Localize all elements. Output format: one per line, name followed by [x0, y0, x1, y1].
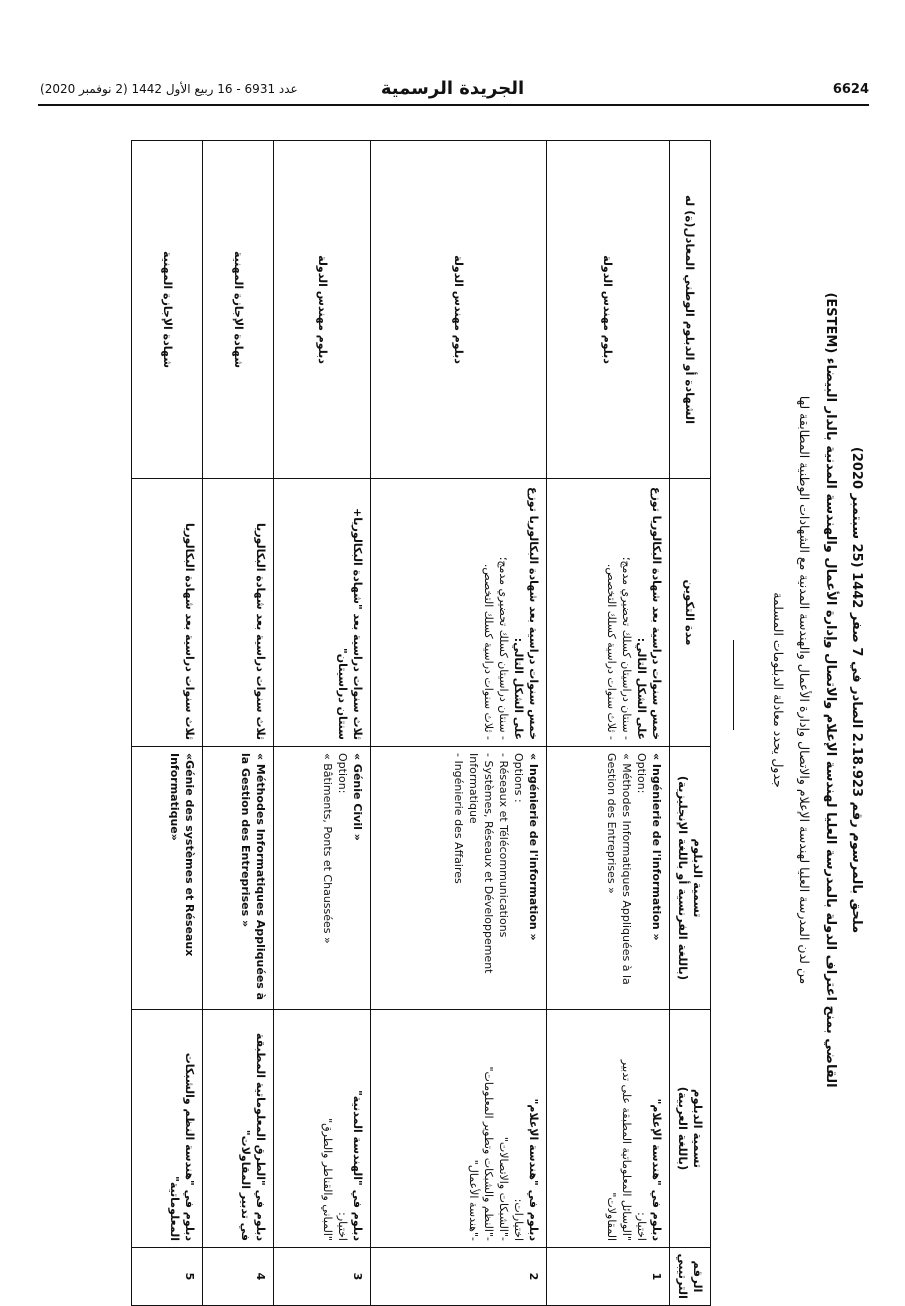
diploma-name-ar	[546, 1010, 669, 1248]
intro-line-4: جدول يحدد معادلة الدبلومات المسلمة	[771, 592, 786, 788]
training-duration-line: - سنتان دراسيتان كسلك تحضيري مدمج؛	[496, 556, 510, 740]
diploma-name-fr	[203, 747, 274, 1010]
diploma-name-fr-line: - Systèmes, Réseaux et Développement Informatique	[466, 753, 495, 974]
header-ar-sub: (باللغة العربية)	[676, 1086, 690, 1171]
equivalent-diploma: شهادة الإجازة المهنية	[203, 141, 274, 479]
row-number: 1	[546, 1248, 669, 1306]
training-duration	[203, 479, 274, 747]
diploma-name-fr	[371, 747, 546, 1010]
diploma-name-fr-line: « Bâtiments, Ponts et Chaussées »	[321, 753, 335, 944]
equivalence-table	[131, 140, 711, 1306]
diploma-name-ar-line: اختيارات:	[511, 1198, 525, 1241]
training-duration-line: خمس سنوات دراسية بعد شهادة البكالوريا توزع على الشكل التالي:	[635, 486, 663, 740]
table-row	[546, 141, 669, 1306]
intro-block	[764, 150, 870, 1230]
diploma-name-ar	[274, 1010, 371, 1248]
diploma-name-fr-line: « Génie Civil »	[351, 753, 365, 841]
diploma-name-fr-line: Option:	[635, 753, 648, 794]
training-duration-line: - ثلاث سنوات دراسية كسلك التخصص.	[605, 563, 618, 740]
diploma-name-fr-line: - Réseaux et Télécommunications	[496, 753, 510, 938]
table-row	[203, 141, 274, 1306]
header-fr-title: تسمية الدبلوم	[691, 838, 705, 918]
header-ar	[670, 1010, 711, 1248]
training-duration-line: - ثلاث سنوات دراسية كسلك التخصص.	[481, 563, 495, 740]
header-equivalent: الشهادة أو الدبلوم الوطني المعادل(ة) له	[670, 141, 711, 479]
diploma-name-fr-line: «Génie des systèmes et Réseaux Informatique»	[168, 753, 197, 957]
training-duration-line: خمس سنوات دراسية بعد شهادة البكالوريا توزع على الشكل التالي:	[511, 486, 540, 740]
diploma-name-ar	[203, 1010, 274, 1248]
header-ar-title: تسمية الدبلوم	[691, 1089, 705, 1168]
intro-line-1: ملحق بالمرسوم رقم 2.18.923 الصادر في 7 صفر 1442 (25 سبتمبر 2020)	[849, 446, 864, 934]
training-duration	[274, 479, 371, 747]
diploma-name-fr	[274, 747, 371, 1010]
training-duration-line: ثلاث سنوات دراسية بعد شهادة البكالوريا	[183, 522, 197, 740]
row-number: 2	[371, 1248, 546, 1306]
header-fr-sub: (باللغة الفرنسية أو باللغة الإنجليزية)	[676, 775, 690, 981]
equivalent-diploma: دبلوم مهندس الدولة	[546, 141, 669, 479]
diploma-name-fr-line: « Méthodes Informatiques Appliquées à la Gestion des Entreprises »	[239, 753, 268, 1001]
header-rule	[38, 104, 869, 106]
diploma-name-fr-line: « Ingénierie de l'information »	[650, 753, 663, 941]
diploma-name-ar-line: دبلوم في "هندسة الإعلام"	[526, 1098, 540, 1241]
intro-line-3: من لدن المدرسة العليا لهندسة الإعلام والاتصال وإدارة الأعمال والهندسة المدنية مع الشهادات الوطنية المطابقة لها	[797, 395, 812, 985]
rotated-content-frame	[96, 130, 876, 1299]
training-duration	[546, 479, 669, 747]
diploma-name-ar-line: اختيار:	[635, 1212, 648, 1241]
diploma-name-fr	[546, 747, 669, 1010]
row-number: 4	[203, 1248, 274, 1306]
diploma-name-fr-line: - Ingénierie des Affaires	[451, 753, 465, 884]
issue-info: عدد 6931 - 16 ربيع الأول 1442 (2 نوفمبر 2020)	[40, 82, 298, 96]
training-duration	[371, 479, 546, 747]
row-number: 5	[132, 1248, 203, 1306]
training-duration-line: - سنتان دراسيتان كسلك تحضيري مدمج؛	[620, 556, 633, 740]
equivalent-diploma: دبلوم مهندس الدولة	[371, 141, 546, 479]
diploma-name-ar	[371, 1010, 546, 1248]
diploma-name-ar	[132, 1010, 203, 1248]
training-duration-line: ثلاث سنوات دراسية بعد "شهادة البكالوريا+ سنتان دراسيتان"	[336, 508, 365, 740]
diploma-name-ar-line: دبلوم في "الطرق المعلوماتية المطبقة في تدبير المقاولات"	[239, 1032, 268, 1241]
diploma-name-fr	[132, 747, 203, 1010]
diploma-name-ar-line: "الوسائل المعلوماتية المطبقة على تدبير المقاولات"	[605, 1059, 633, 1241]
diploma-name-ar-line: اختيار:	[336, 1212, 350, 1241]
equivalent-diploma: دبلوم مهندس الدولة	[274, 141, 371, 479]
diploma-name-fr-line: « Ingénierie de l'information »	[526, 753, 540, 941]
rotated-content	[96, 130, 876, 1299]
diploma-name-fr-line: Options :	[511, 753, 525, 803]
diploma-name-ar-line: دبلوم في "الهندسة المدنية"	[351, 1090, 365, 1241]
diploma-name-fr-line: « Méthodes Informatiques Appliquées à la Gestion des Entreprises »	[605, 753, 633, 985]
training-duration	[132, 479, 203, 747]
intro-line-2: القاضي بمنح اعتراف الدولة بالمدرسة العليا لهندسة الإعلام والاتصال وإدارة الأعمال والهندسة المدنية بالدار البيضاء (ESTEM)	[823, 292, 838, 1088]
table-row	[132, 141, 203, 1306]
table-body	[132, 141, 670, 1306]
header-duration: مدة التكوين	[670, 479, 711, 747]
header-num: الرقم الترتيبي	[670, 1248, 711, 1306]
diploma-name-ar-line: دبلوم في "هندسة النظم والشبكات المعلوماتية"	[168, 1052, 197, 1241]
page-number: 6624	[832, 82, 869, 97]
training-duration-line: ثلاث سنوات دراسية بعد شهادة البكالوريا	[254, 522, 268, 740]
table-row	[371, 141, 546, 1306]
journal-title: الجريدة الرسمية	[380, 78, 525, 99]
diploma-name-ar-line: -"النظم والشبكات وتطوير المعلومات"	[481, 1066, 495, 1241]
row-number: 3	[274, 1248, 371, 1306]
diploma-name-ar-line: دبلوم في "هندسة الإعلام"	[650, 1098, 663, 1241]
header-fr	[670, 747, 711, 1010]
diploma-name-ar-line: "المباني والقناطر والطرق"	[321, 1118, 335, 1241]
equivalent-diploma: شهادة الإجازة المهنية	[132, 141, 203, 479]
table-header-row	[670, 141, 711, 1306]
diploma-name-fr-line: Option:	[336, 753, 350, 794]
diploma-name-ar-line: -"الشبكات والاتصالات"	[496, 1136, 510, 1241]
intro-separator	[733, 640, 734, 730]
table-row	[274, 141, 371, 1306]
diploma-name-ar-line: -"هندسة الأعمال"	[466, 1159, 480, 1241]
